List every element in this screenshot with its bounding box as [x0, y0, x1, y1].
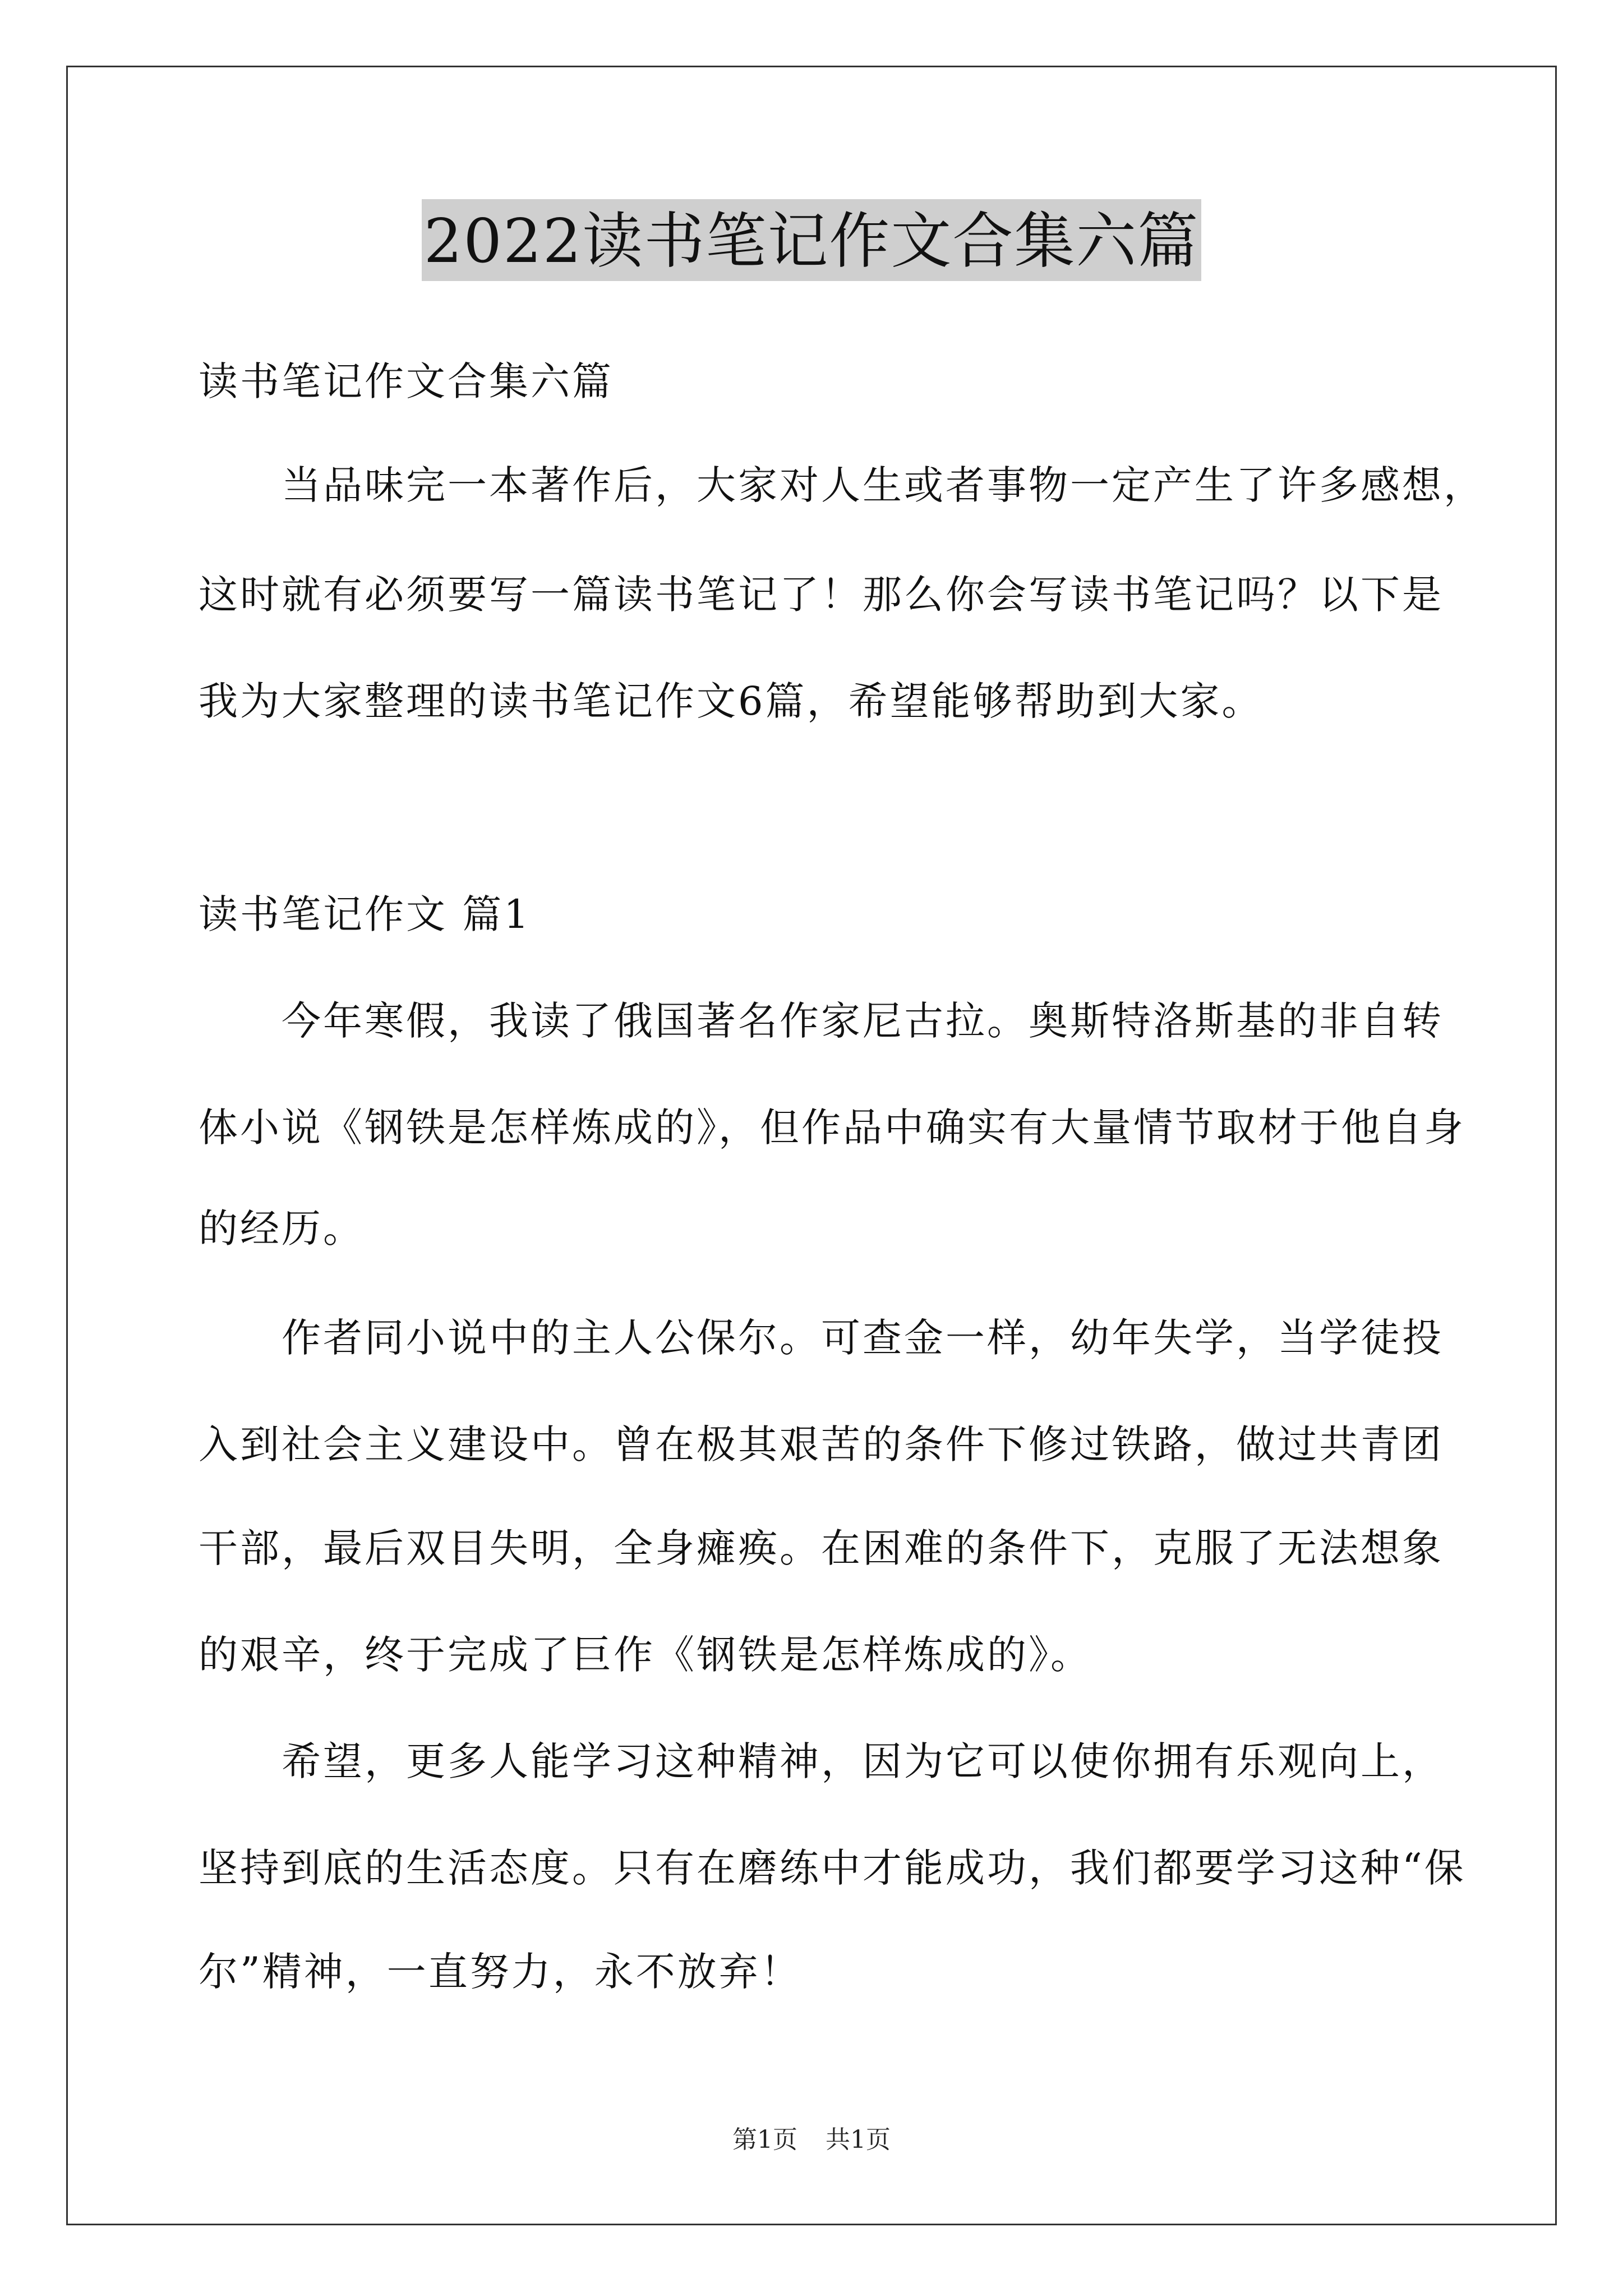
page-footer — [0, 2123, 1623, 2157]
paragraph2-line-3: 干部，最后双目失明，全身瘫痪。在困难的条件下，克服了无法想象 — [199, 1525, 1444, 1571]
paragraph1-line-2: 体小说《钢铁是怎样炼成的》，但作品中确实有大量情节取材于他自身 — [199, 1105, 1465, 1151]
paragraph2-line-1: 作者同小说中的主人公保尔。可查金一样，幼年失学，当学徒投 — [282, 1315, 1444, 1361]
paragraph3-line-3: 尔”精神，一直努力，永不放弃！ — [199, 1949, 802, 1995]
intro-line-2: 这时就有必须要写一篇读书笔记了！那么你会写读书笔记吗？以下是 — [199, 572, 1444, 618]
paragraph1-line-3: 的经历。 — [199, 1205, 365, 1251]
paragraph1-line-1: 今年寒假，我读了俄国著名作家尼古拉。奥斯特洛斯基的非自转 — [282, 998, 1444, 1044]
page-number: 第1页 — [732, 2125, 797, 2154]
intro-line-1: 当品味完一本著作后，大家对人生或者事物一定产生了许多感想， — [282, 462, 1485, 508]
paragraph2-line-4: 的艰辛，终于完成了巨作《钢铁是怎样炼成的》。 — [199, 1632, 1092, 1678]
page-total: 共1页 — [826, 2125, 891, 2154]
document-subtitle: 读书笔记作文合集六篇 — [199, 358, 614, 404]
paragraph3-line-2: 坚持到底的生活态度。只有在磨练中才能成功，我们都要学习这种“保 — [199, 1845, 1466, 1891]
paragraph3-line-1: 希望，更多人能学习这种精神，因为它可以使你拥有乐观向上， — [282, 1738, 1444, 1784]
intro-line-3: 我为大家整理的读书笔记作文6篇，希望能够帮助到大家。 — [199, 678, 1264, 724]
paragraph2-line-2: 入到社会主义建设中。曾在极其艰苦的条件下修过铁路，做过共青团 — [199, 1421, 1444, 1467]
document-title: 2022读书笔记作文合集六篇 — [422, 199, 1202, 281]
title-container — [0, 199, 1623, 281]
section-heading: 读书笔记作文 篇1 — [199, 891, 531, 937]
